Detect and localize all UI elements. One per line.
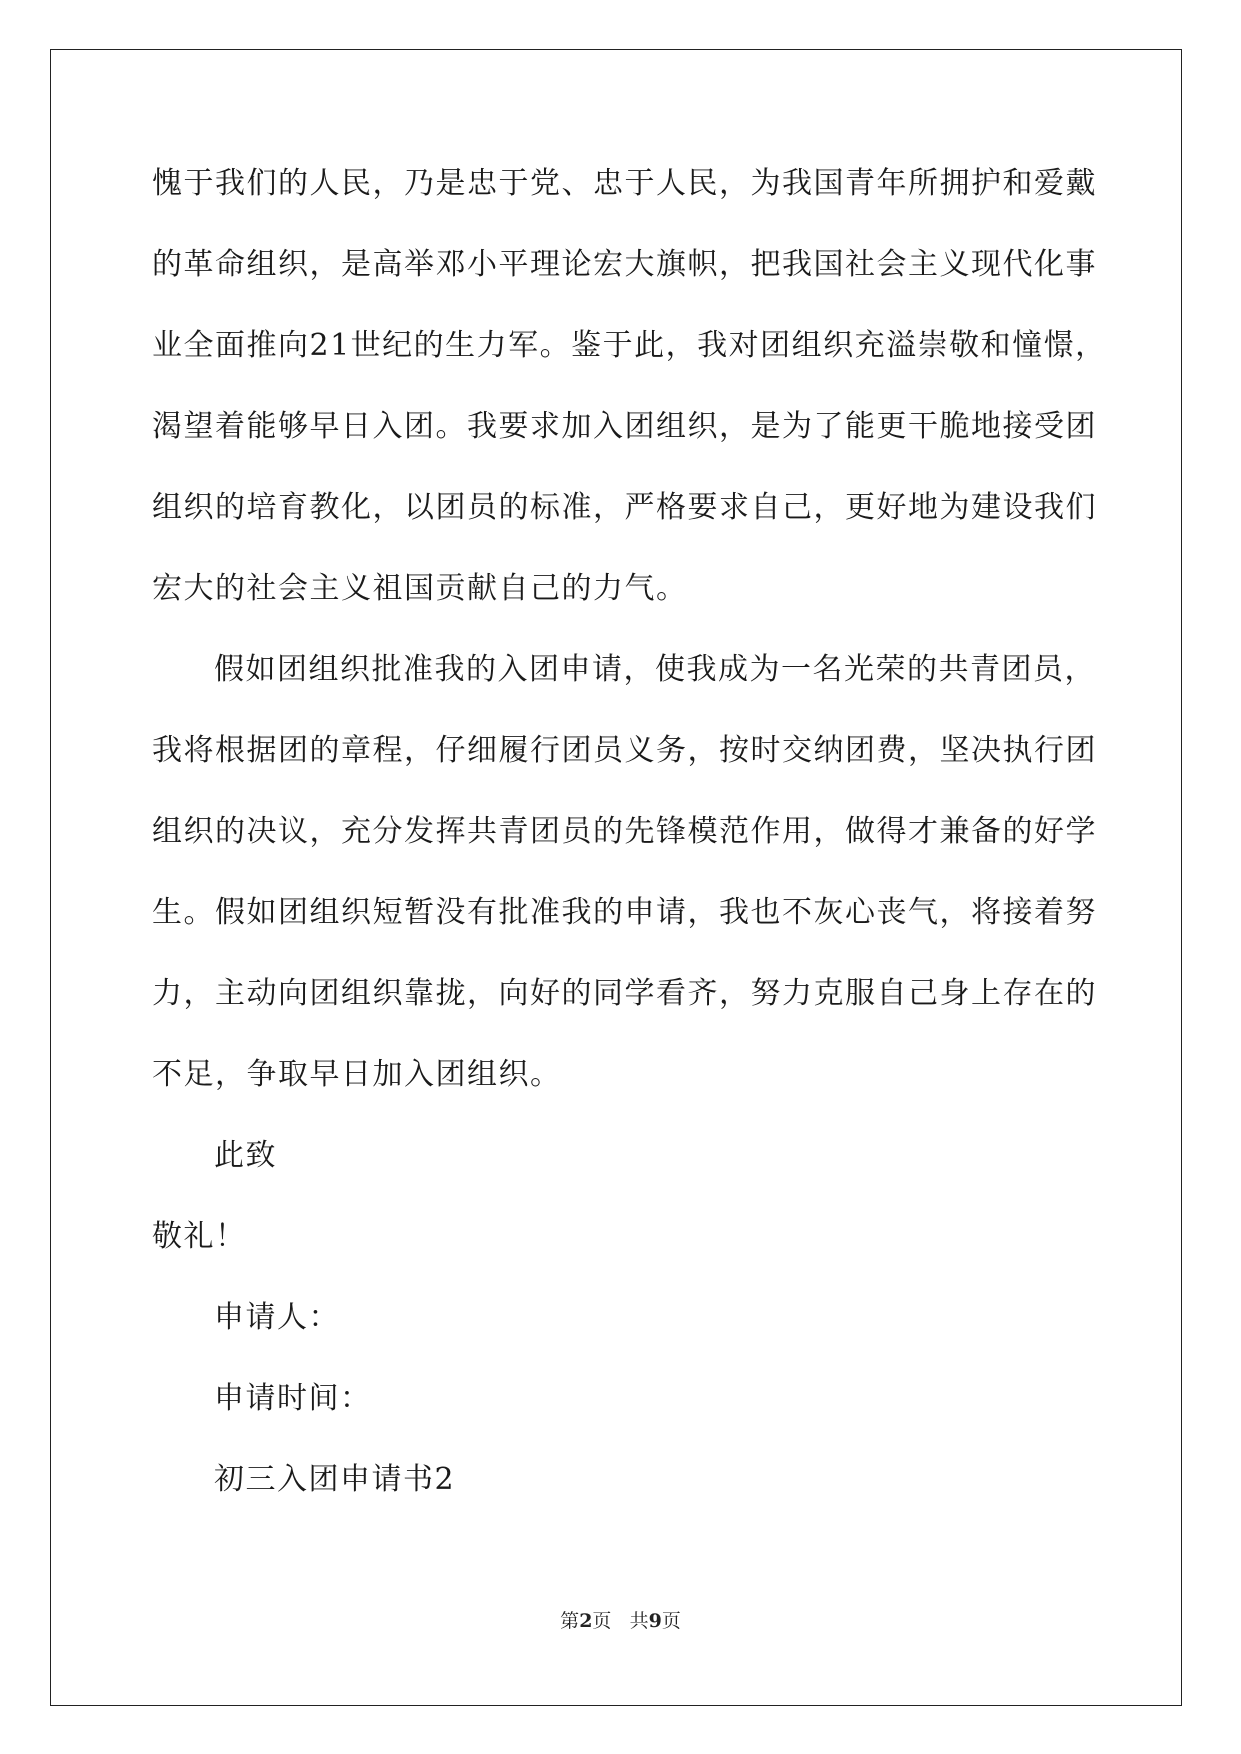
paragraph-line: 的革命组织，是高举邓小平理论宏大旗帜，把我国社会主义现代化事	[152, 247, 1097, 282]
document-body	[152, 160, 1107, 1537]
paragraph-line: 我将根据团的章程，仔细履行团员义务，按时交纳团费，坚决执行团	[152, 733, 1097, 768]
application-date-label: 申请时间：	[214, 1381, 372, 1416]
footer-prefix: 第	[560, 1610, 580, 1632]
footer-total-suffix: 页	[661, 1610, 681, 1632]
paragraph-line: 愧于我们的人民，乃是忠于党、忠于人民，为我国青年所拥护和爱戴	[152, 166, 1097, 201]
paragraph-line: 生。假如团组织短暂没有批准我的申请，我也不灰心丧气，将接着努	[152, 895, 1097, 930]
total-page-count: 9	[648, 1610, 662, 1632]
footer-page-suffix: 页	[592, 1610, 612, 1632]
closing-regards: 敬礼！	[152, 1219, 247, 1254]
paragraph-line: 组织的决议，充分发挥共青团员的先锋模范作用，做得才兼备的好学	[152, 814, 1097, 849]
paragraph-line: 假如团组织批准我的入团申请，使我成为一名光荣的共青团员，	[214, 652, 1096, 687]
paragraph-line: 力，主动向团组织靠拢，向好的同学看齐，努力克服自己身上存在的	[152, 976, 1097, 1011]
paragraph-line: 不足，争取早日加入团组织。	[152, 1057, 562, 1092]
page-footer	[0, 1609, 1241, 1633]
closing-salutation: 此致	[214, 1138, 277, 1173]
paragraph-line: 渴望着能够早日入团。我要求加入团组织，是为了能更干脆地接受团	[152, 409, 1097, 444]
current-page-number: 2	[579, 1610, 593, 1632]
paragraph-line: 业全面推向21世纪的生力军。鉴于此，我对团组织充溢崇敬和憧憬，	[152, 328, 1107, 363]
next-section-title: 初三入团申请书2	[214, 1462, 456, 1497]
paragraph-line: 宏大的社会主义祖国贡献自己的力气。	[152, 571, 688, 606]
footer-total-prefix: 共	[629, 1610, 649, 1632]
applicant-label: 申请人：	[214, 1300, 340, 1335]
paragraph-line: 组织的培育教化，以团员的标准，严格要求自己，更好地为建设我们	[152, 490, 1097, 525]
